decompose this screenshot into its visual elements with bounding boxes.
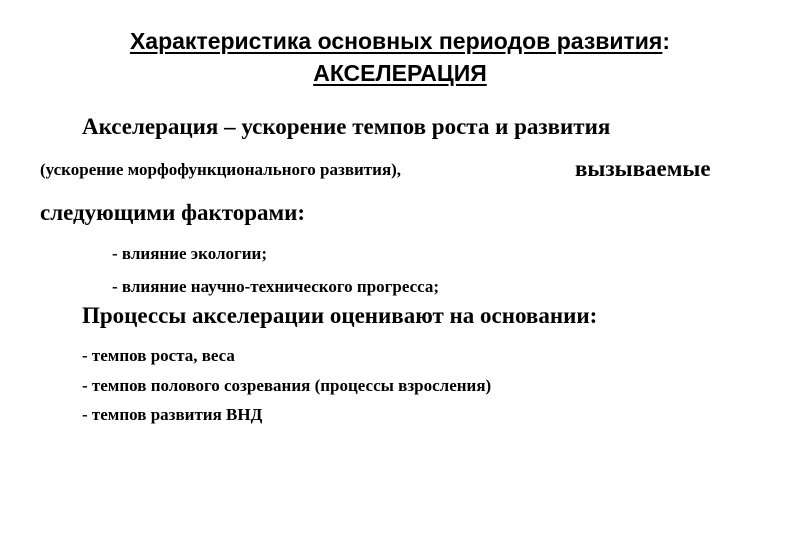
criterion-item: - темпов роста, веса [82,346,235,365]
slide-subtitle-text: АКСЕЛЕРАЦИЯ [313,60,487,86]
factor-item: - влияние научно-технического прогресса; [112,277,440,296]
factor-item: - влияние экологии; [112,244,267,263]
slide-title-text: Характеристика основных периодов развития [129,28,663,54]
definition-text: Акселерация – ускорение темпов роста и развития [82,114,611,139]
criterion-item: - темпов развития ВНД [82,405,263,424]
slide-subtitle [0,58,800,88]
assessment-label: Процессы акселерации оценивают на основании: [82,303,598,328]
slide-title-colon: : [662,28,671,54]
clarification-text: (ускорение морфофункционального развития), [40,160,402,179]
caused-by-text: вызываемые [575,156,711,181]
factors-label: следующими факторами: [40,200,306,225]
slide-title [0,26,800,56]
criterion-item: - темпов полового созревания (процессы взросления) [82,376,492,395]
